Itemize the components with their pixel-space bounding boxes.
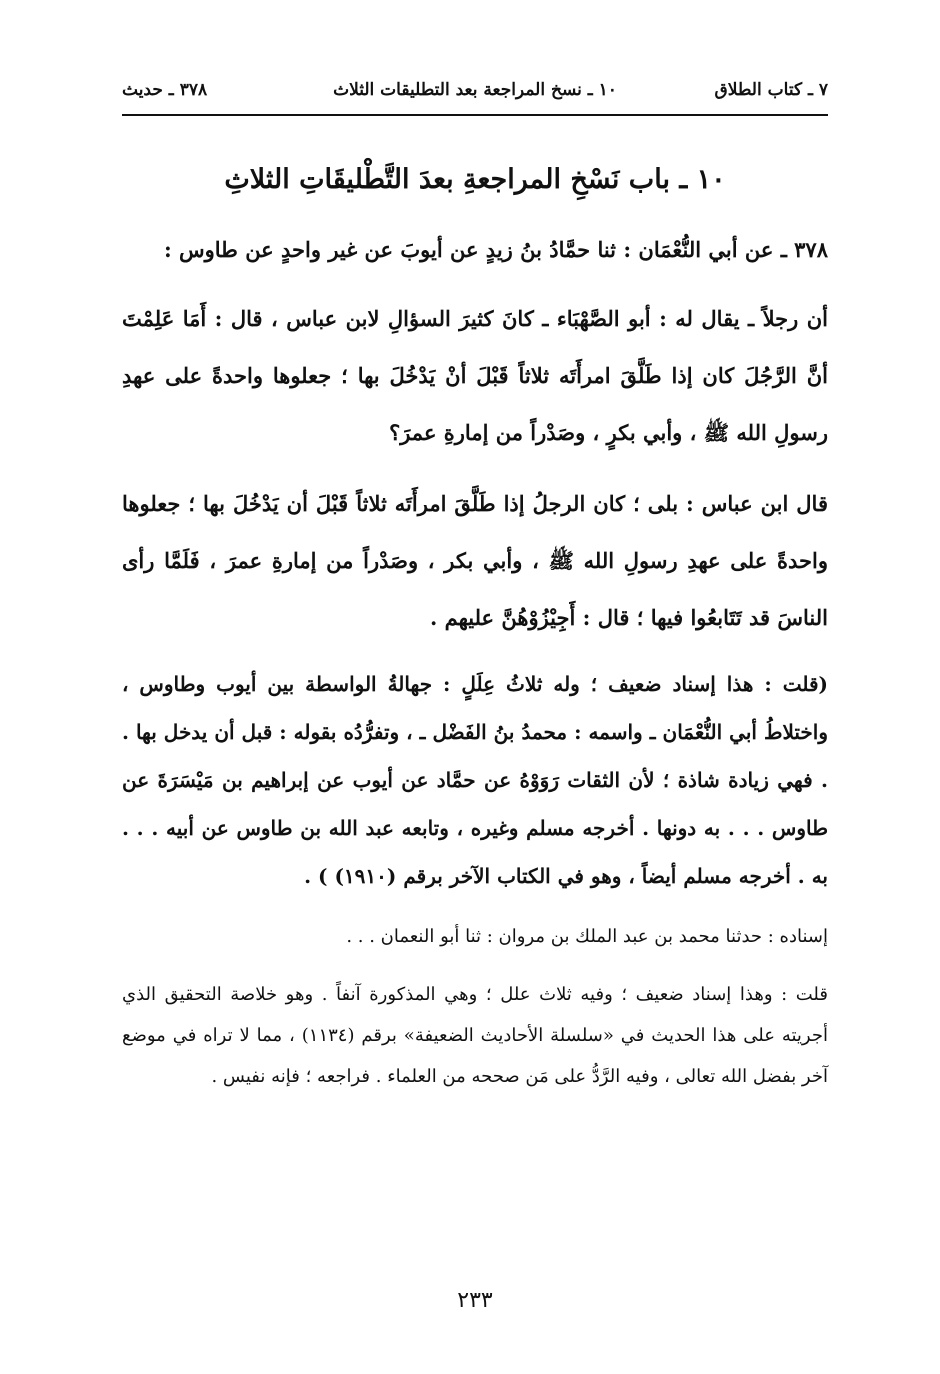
page [122,70,828,1313]
commentary-paragraph: (قلت : هذا إسناد ضعيف ؛ وله ثلاثُ عِلَلٍ : جهالةُ الواسطة بين أيوب وطاوس ، واختلاطُ أبي النُّعْمَان ـ واسمه : محمدُ بنُ الفَضْل ـ ، وتفرُّدُه بقوله : قبل أن يدخل بها . . فهي زيادة شاذة ؛ لأن الثقات رَوَوْهُ عن حمَّاد عن أيوب عن إبراهيم بن مَيْسَرَةَ عن طاوس . . . به دونها . أخرجه مسلم وغيره ، وتابعه عبد الله بن طاوس عن أبيه . . . به . أخرجه مسلم أيضاً ، وهو في الكتاب الآخر برقم (١٩١٠) ) . [122,672,828,888]
closing-note: قلت : وهذا إسناد ضعيف ؛ وفيه ثلاث علل ؛ وهي المذكورة آنفاً . وهو خلاصة التحقيق الذي أجريته على هذا الحديث في «سلسلة الأحاديث الضعيفة» برقم (١١٣٤) ، مما لا تراه في موضع آخر بفضل الله تعالى ، وفيه الرَّدُّ على مَن صححه من العلماء . فراجعه ؛ فإنه نفيس . [122,984,828,1087]
isnad-line: إسناده : حدثنا محمد بن عبد الملك بن مروان : ثنا أبو النعمان . . . [346,926,828,947]
header-chapter-title: ١٠ ـ نسخ المراجعة بعد التطليقات الثلاث [333,80,617,100]
header-book-title: ٧ ـ كتاب الطلاق [714,80,828,100]
chapter-title: ١٠ ـ باب نَسْخِ المراجعةِ بعدَ التَّطْليقَاتِ الثلاثِ [224,164,726,195]
running-header [122,70,828,116]
hadith-text-part-1: أن رجلاً ـ يقال له : أبو الصَّهْبَاء ـ كانَ كثيرَ السؤالِ لابن عباس ، قال : أَمَا عَلِمْتَ أنَّ الرَّجُلَ كان إذا طَلَّقَ امرأَتَه ثلاثاً قَبْلَ أنْ يَدْخُلَ بها ؛ جعلوها واحدةً على عهدِ رسولِ الله ﷺ ، وأبي بكرٍ ، وصَدْراً من إمارةِ عمرَ؟ [122,306,828,445]
page-number: ٢٣٣ [457,1288,493,1313]
hadith-isnad-opening: ٣٧٨ ـ عن أبي النُّعْمَان : ثنا حمَّادُ بنُ زيدٍ عن أيوبَ عن غير واحدٍ عن طاوس : [163,237,828,262]
header-hadith-number: ٣٧٨ ـ حديث [122,80,208,100]
hadith-text-part-2: قال ابن عباس : بلى ؛ كان الرجلُ إذا طَلَّقَ امرأَتَه ثلاثاً قَبْلَ أن يَدْخُلَ بها ؛ جعلوها واحدةً على عهدِ رسولِ الله ﷺ ، وأبي بكر ، وصَدْراً من إمارةِ عمرَ ، فَلَمَّا رأى الناسَ قد تَتَابعُوا فيها ؛ قال : أَجِيْزُوْهُنَّ عليهم . [122,491,828,630]
